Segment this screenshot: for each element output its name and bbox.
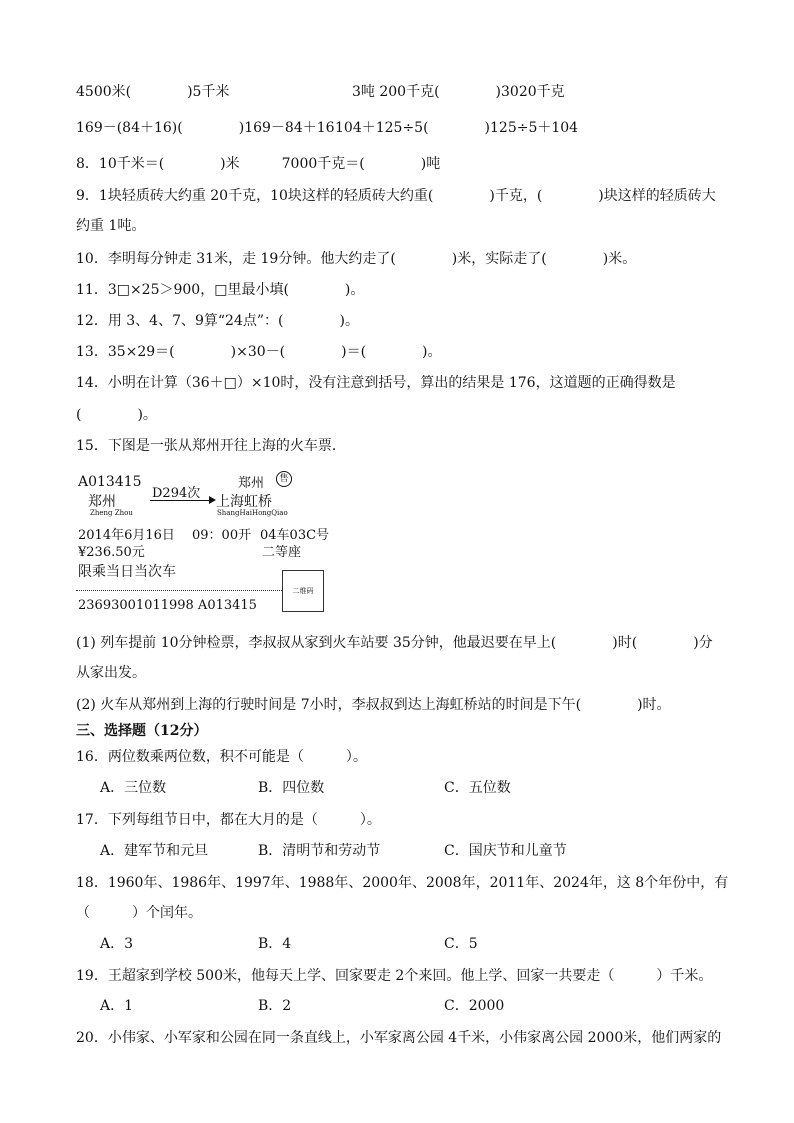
- ticket-from-pinyin: Zheng Zhou: [90, 509, 133, 517]
- compare-row-1b: 3吨 200千克( )3020千克: [352, 84, 565, 100]
- q19-option-a: A．1: [100, 998, 134, 1014]
- ticket-note: 限乘当日当次车: [78, 564, 176, 580]
- q17-option-b: B．清明节和劳动节: [258, 843, 381, 859]
- q17-option-a: A．建军节和元旦: [100, 843, 209, 859]
- ticket-seat: 04车03C号: [260, 528, 330, 543]
- ticket-number: A013415: [78, 474, 142, 490]
- ticket-to: 上海虹桥: [216, 494, 272, 510]
- question-16: 16．两位数乘两位数，积不可能是（ ）。: [76, 749, 367, 765]
- ticket-to-pinyin: ShangHaiHongQiao: [217, 509, 288, 517]
- question-18-line1: 18．1960年、1986年、1997年、1988年、2000年、2008年，2011年、2024年，这 8个年份中，有: [76, 875, 729, 891]
- ticket-arrow-line: [150, 500, 214, 501]
- question-15: 15．下图是一张从郑州开往上海的火车票．: [76, 438, 346, 454]
- ticket-dotted-divider: [76, 590, 282, 591]
- question-17: 17．下列每组节日中，都在大月的是（ ）。: [76, 812, 381, 828]
- question-20: 20．小伟家、小军家和公园在同一条直线上，小军家离公园 4千米，小伟家离公园 2000米，他们两家的: [76, 1030, 722, 1046]
- ticket-class: 二等座: [262, 545, 302, 560]
- compare-row-2a: 169－(84＋16)( )169－84＋16: [76, 120, 335, 136]
- question-14-line1: 14．小明在计算（36＋□）×10时，没有注意到括号，算出的结果是 176，这道题的正确得数是: [76, 375, 676, 391]
- question-9-line2: 约重 1吨。: [76, 218, 146, 234]
- q16-option-a: A．三位数: [100, 780, 167, 796]
- q18-option-b: B．4: [258, 936, 292, 952]
- question-15-1-line1: (1) 列车提前 10分钟检票，李叔叔从家到火车站要 35分钟，他最迟要在早上( )时( )分: [76, 635, 713, 651]
- question-10: 10．李明每分钟走 31米，走 19分钟。他大约走了( )米，实际走了( )米。: [76, 251, 637, 267]
- question-18-line2: （ ）个闰年。: [76, 905, 202, 921]
- q16-option-b: B．四位数: [258, 780, 325, 796]
- compare-row-2b: 104＋125÷5( )125÷5＋104: [335, 120, 579, 136]
- question-11: 11．3□×25＞900，□里最小填( )。: [76, 282, 365, 298]
- ticket-from: 郑州: [88, 494, 116, 510]
- question-8: 8．10千米＝( )米 7000千克＝( )吨: [76, 156, 441, 172]
- q16-option-c: C．五位数: [444, 780, 511, 796]
- question-14-line2: ( )。: [76, 407, 157, 423]
- qr-code-box: 二维码: [282, 570, 324, 612]
- question-9-line1: 9．1块轻质砖大约重 20千克，10块这样的轻质砖大约重( )千克，( )块这样的轻质砖大: [76, 188, 716, 204]
- compare-row-1a: 4500米( )5千米: [76, 84, 230, 100]
- q19-option-c: C．2000: [444, 998, 505, 1014]
- question-15-1-line2: 从家出发。: [76, 665, 146, 681]
- ticket-train: D294次: [152, 486, 201, 501]
- q19-option-b: B．2: [258, 998, 292, 1014]
- question-19: 19．王超家到学校 500米，他每天上学、回家要走 2个来回。他上学、回家一共要走（ ）千米。: [76, 968, 713, 984]
- question-13: 13．35×29＝( )×30－( )＝( )。: [76, 344, 442, 360]
- ticket-arrow-head: [209, 496, 216, 504]
- q17-option-c: C．国庆节和儿童节: [444, 843, 567, 859]
- ticket-price: ¥236.50元: [78, 545, 145, 560]
- q18-option-c: C．5: [444, 936, 478, 952]
- question-15-2: (2) 火车从郑州到上海的行驶时间是 7小时，李叔叔到达上海虹桥站的时间是下午( )时。: [76, 697, 671, 713]
- q18-option-a: A．3: [100, 936, 134, 952]
- question-12: 12．用 3、4、7、9算“24点”：( )。: [76, 313, 359, 329]
- ticket-serial: 23693001011998 A013415: [78, 598, 257, 613]
- sold-stamp-icon: 售: [276, 471, 292, 487]
- ticket-date: 2014年6月16日: [78, 528, 175, 543]
- ticket-to-top: 郑州: [238, 476, 265, 491]
- ticket-time: 09：00开: [192, 528, 252, 543]
- section-3-heading: 三、选择题（12分）: [76, 723, 208, 739]
